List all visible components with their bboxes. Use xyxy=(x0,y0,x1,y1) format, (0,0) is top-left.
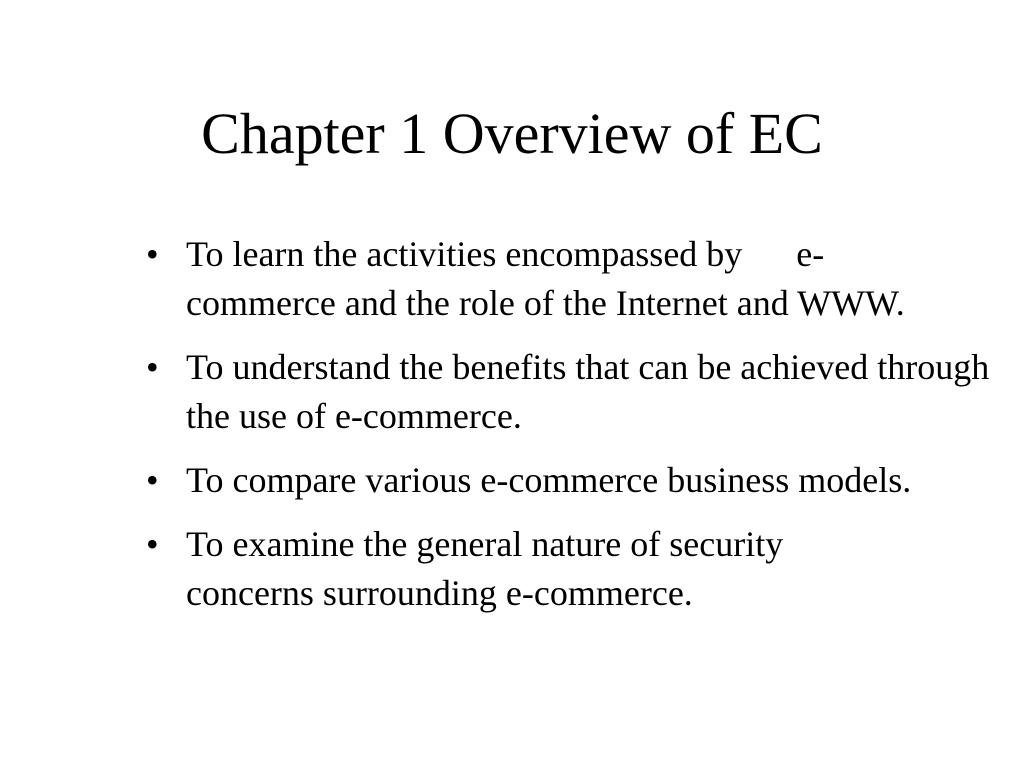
slide-title: Chapter 1 Overview of EC xyxy=(201,101,823,166)
bullet-icon: • xyxy=(146,524,159,564)
bullet-text: To compare various e-commerce business models. xyxy=(186,460,912,500)
bullet-text: To examine the general nature of security concerns surrounding e-commerce. xyxy=(186,524,784,613)
bullet-item xyxy=(140,520,1010,618)
bullet-icon: • xyxy=(146,234,159,274)
bullet-item xyxy=(140,343,1010,441)
bullet-list xyxy=(140,230,1010,633)
bullet-item xyxy=(140,230,1010,328)
bullet-text: To learn the activities encompassed by e-commerce and the role of the Internet and WWW. xyxy=(186,234,905,323)
bullet-text: To understand the benefits that can be achieved through the use of e-commerce. xyxy=(186,347,990,436)
bullet-icon: • xyxy=(146,460,159,500)
bullet-icon: • xyxy=(146,347,159,387)
bullet-item xyxy=(140,456,1010,505)
